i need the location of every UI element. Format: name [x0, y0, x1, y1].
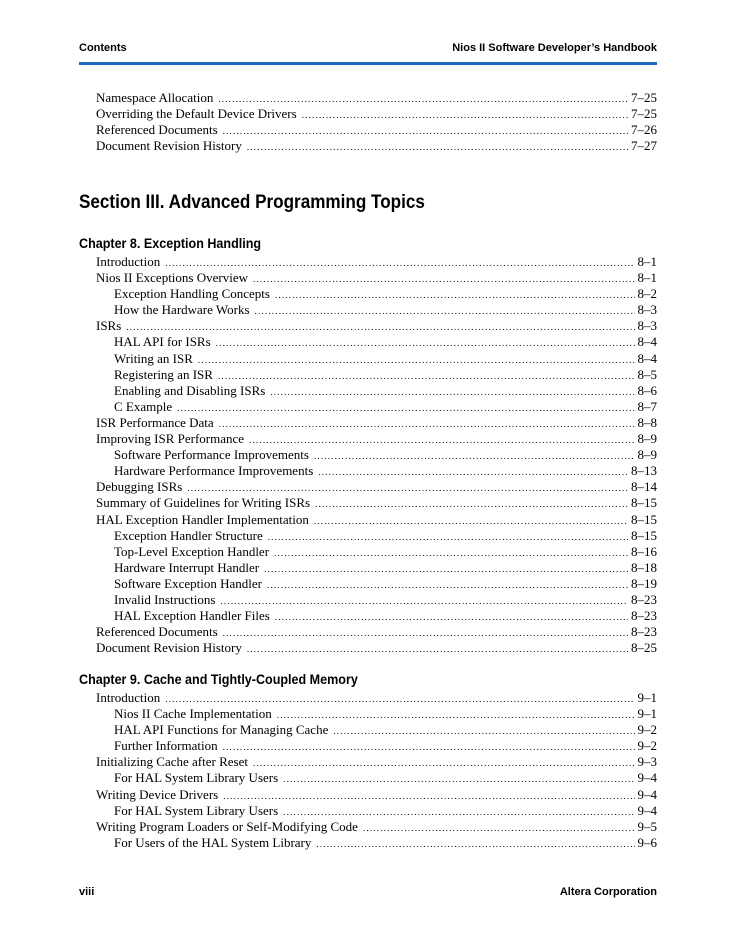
- toc-entry-title: Referenced Documents: [96, 122, 218, 138]
- toc-entry[interactable]: [79, 544, 657, 560]
- toc-entry-title: Document Revision History: [96, 640, 242, 656]
- toc-dot-leader: [275, 287, 635, 303]
- section-title: Section III. Advanced Programming Topics: [79, 192, 425, 213]
- toc-entry-page: 8–15: [631, 527, 657, 543]
- toc-entry-page: 8–25: [631, 640, 657, 656]
- toc-entry-title: How the Hardware Works: [114, 302, 250, 318]
- toc-dot-leader: [267, 577, 628, 593]
- toc-entry[interactable]: [79, 254, 657, 270]
- toc-entry-title: Introduction: [96, 690, 161, 705]
- toc-entry-title: Nios II Cache Implementation: [114, 706, 272, 722]
- toc-dot-leader: [219, 416, 635, 432]
- toc-entry[interactable]: [79, 90, 657, 106]
- toc-entry-title: Writing an ISR: [114, 350, 193, 366]
- toc-entry[interactable]: [79, 770, 657, 786]
- toc-entry-page: 8–23: [631, 591, 657, 607]
- toc-dot-leader: [333, 723, 634, 739]
- toc-entry[interactable]: [79, 819, 657, 835]
- toc-entry[interactable]: [79, 431, 657, 447]
- toc-entry-page: 8–23: [631, 608, 657, 624]
- toc-entry-page: 8–14: [631, 479, 657, 495]
- toc-entry-title: Introduction: [96, 254, 161, 269]
- toc-dot-leader: [177, 400, 634, 416]
- toc-entry-title: Improving ISR Performance: [96, 431, 245, 447]
- toc-entry-page: 9–1: [637, 706, 657, 722]
- toc-entry-title: ISRs: [96, 318, 122, 334]
- toc-dot-leader: [316, 836, 634, 852]
- toc-entry[interactable]: [79, 463, 657, 479]
- toc-entry[interactable]: [79, 302, 657, 318]
- toc-entry-title: Hardware Interrupt Handler: [114, 559, 260, 575]
- toc-entry-title: Hardware Performance Improvements: [114, 463, 314, 479]
- toc-entry-title: Registering an ISR: [114, 366, 213, 382]
- toc-entry-page: 8–1: [637, 270, 657, 286]
- toc-entry[interactable]: [79, 318, 657, 334]
- toc-entry-title: Summary of Guidelines for Writing ISRs: [96, 495, 311, 511]
- toc-entry-title: Enabling and Disabling ISRs: [114, 382, 266, 398]
- toc-entry[interactable]: [79, 592, 657, 608]
- toc-dot-leader: [220, 593, 628, 609]
- toc-entry[interactable]: [79, 122, 657, 138]
- toc-entry-title: Further Information: [114, 738, 218, 754]
- toc-entry-page: 7–25: [631, 106, 657, 122]
- toc-entry-page: 8–9: [637, 431, 657, 447]
- toc-entry[interactable]: [79, 787, 657, 803]
- toc-entry-page: 9–4: [637, 802, 657, 818]
- page-header: [79, 42, 657, 58]
- footer-publisher: Altera Corporation: [559, 886, 657, 898]
- toc-dot-leader: [253, 271, 635, 287]
- chapter-title: Chapter 8. Exception Handling: [79, 236, 262, 251]
- toc-entry-page: 8–2: [637, 286, 657, 302]
- header-section-label: Contents: [79, 42, 127, 54]
- toc-entry-title: For HAL System Library Users: [114, 802, 279, 818]
- toc-entry-title: C Example: [114, 398, 173, 414]
- toc-entry-page: 8–18: [631, 559, 657, 575]
- toc-entry-page: 9–3: [637, 754, 657, 770]
- toc-entry-page: 8–4: [637, 334, 657, 350]
- toc-dot-leader: [218, 91, 628, 107]
- toc-entry[interactable]: [79, 399, 657, 415]
- toc-entry[interactable]: [79, 286, 657, 302]
- toc-dot-leader: [223, 123, 628, 139]
- toc-entry[interactable]: [79, 495, 657, 511]
- toc-entry-title: Nios II Exceptions Overview: [96, 270, 248, 286]
- toc-entry-title: For Users of the HAL System Library: [114, 834, 312, 850]
- toc-entry-page: 8–16: [631, 543, 657, 559]
- chapter-title: Chapter 9. Cache and Tightly-Coupled Memory: [79, 672, 358, 687]
- toc-entry-page: 9–2: [637, 722, 657, 738]
- toc-entry-page: 8–13: [631, 463, 657, 479]
- toc-dot-leader: [302, 107, 628, 123]
- toc-entry[interactable]: [79, 138, 657, 154]
- toc-entry-title: Software Exception Handler: [114, 575, 263, 591]
- toc-dot-leader: [187, 480, 628, 496]
- toc-entry[interactable]: [79, 270, 657, 286]
- toc-entry-title: Namespace Allocation: [96, 90, 214, 105]
- toc-entry[interactable]: [79, 367, 657, 383]
- toc-entry[interactable]: [79, 512, 657, 528]
- toc-entry[interactable]: [79, 722, 657, 738]
- header-rule: [79, 62, 657, 65]
- toc-previous-entries: [79, 90, 657, 154]
- toc-dot-leader: [274, 545, 628, 561]
- toc-dot-leader: [223, 788, 634, 804]
- toc-dot-leader: [223, 739, 635, 755]
- toc-dot-leader: [275, 609, 628, 625]
- toc-dot-leader: [264, 561, 628, 577]
- toc-entry-page: 8–3: [637, 318, 657, 334]
- toc-entry[interactable]: [79, 624, 657, 640]
- toc-entry-page: 7–27: [631, 138, 657, 154]
- toc-entry[interactable]: [79, 415, 657, 431]
- toc-dot-leader: [314, 448, 635, 464]
- toc-entry[interactable]: [79, 835, 657, 851]
- toc-dot-leader: [268, 529, 628, 545]
- toc-entry[interactable]: [79, 479, 657, 495]
- toc-dot-leader: [249, 432, 634, 448]
- toc-entry-title: Exception Handler Structure: [114, 527, 263, 543]
- toc-entry-page: 9–4: [637, 770, 657, 786]
- toc-entry-title: HAL Exception Handler Files: [114, 608, 270, 624]
- toc-entry-page: 8–6: [637, 382, 657, 398]
- toc-entry-title: HAL API for ISRs: [114, 334, 211, 350]
- toc-entry-title: Referenced Documents: [96, 624, 218, 640]
- toc-chapter-8: [79, 234, 657, 656]
- toc-dot-leader: [126, 319, 634, 335]
- toc-entry-page: 8–15: [631, 511, 657, 527]
- toc-entry-page: 9–2: [637, 738, 657, 754]
- toc-entry[interactable]: [79, 383, 657, 399]
- toc-entry-title: Initializing Cache after Reset: [96, 754, 248, 770]
- toc-dot-leader: [216, 335, 635, 351]
- toc-dot-leader: [218, 368, 635, 384]
- toc-dot-leader: [165, 691, 634, 707]
- toc-entry-page: 9–6: [637, 834, 657, 850]
- toc-entry-page: 8–23: [631, 624, 657, 640]
- toc-dot-leader: [283, 771, 634, 787]
- toc-entry[interactable]: [79, 608, 657, 624]
- toc-entry-page: 8–1: [637, 254, 657, 269]
- toc-dot-leader: [255, 303, 635, 319]
- toc-entry[interactable]: [79, 706, 657, 722]
- toc-entry-title: Invalid Instructions: [114, 591, 216, 607]
- toc-entry-page: 9–4: [637, 786, 657, 802]
- toc-entry[interactable]: [79, 334, 657, 350]
- toc-entry-title: Writing Program Loaders or Self-Modifying Code: [96, 818, 358, 834]
- toc-entry-page: 8–4: [637, 350, 657, 366]
- toc-dot-leader: [247, 139, 628, 155]
- toc-entry-page: 7–25: [631, 90, 657, 105]
- toc-dot-leader: [315, 496, 628, 512]
- toc-dot-leader: [247, 641, 628, 657]
- toc-dot-leader: [198, 352, 635, 368]
- toc-entry-page: 8–9: [637, 447, 657, 463]
- toc-entry-title: HAL Exception Handler Implementation: [96, 511, 309, 527]
- toc-chapter-9: [79, 670, 657, 851]
- toc-entry-title: Writing Device Drivers: [96, 786, 219, 802]
- toc-entry-title: Debugging ISRs: [96, 479, 183, 495]
- toc-dot-leader: [363, 820, 635, 836]
- toc-entry-page: 8–3: [637, 302, 657, 318]
- toc-entry[interactable]: [79, 803, 657, 819]
- toc-entry[interactable]: [79, 351, 657, 367]
- toc-entry[interactable]: [79, 560, 657, 576]
- toc-entry[interactable]: [79, 106, 657, 122]
- toc-entry-title: HAL API Functions for Managing Cache: [114, 722, 329, 738]
- header-book-title: Nios II Software Developer’s Handbook: [452, 42, 657, 54]
- toc-entry-title: Document Revision History: [96, 138, 242, 154]
- toc-entry-title: Software Performance Improvements: [114, 447, 309, 463]
- toc-entry-page: 8–15: [631, 495, 657, 511]
- toc-dot-leader: [318, 464, 628, 480]
- toc-dot-leader: [283, 804, 634, 820]
- toc-dot-leader: [277, 707, 635, 723]
- toc-entry[interactable]: [79, 576, 657, 592]
- toc-entry-page: 8–19: [631, 575, 657, 591]
- toc-dot-leader: [314, 513, 628, 529]
- toc-entry-page: 9–1: [637, 690, 657, 705]
- toc-entry-page: 8–8: [637, 414, 657, 430]
- toc-entry-page: 8–7: [637, 398, 657, 414]
- toc-entry-title: ISR Performance Data: [96, 414, 214, 430]
- toc-entry[interactable]: [79, 690, 657, 706]
- toc-entry[interactable]: [79, 528, 657, 544]
- toc-entry[interactable]: [79, 738, 657, 754]
- page-footer: [79, 886, 657, 902]
- toc-dot-leader: [253, 755, 635, 771]
- toc-entry[interactable]: [79, 447, 657, 463]
- toc-entry[interactable]: [79, 640, 657, 656]
- toc-entry-title: Exception Handling Concepts: [114, 286, 270, 302]
- toc-entry-title: Overriding the Default Device Drivers: [96, 106, 297, 122]
- toc-entry-page: 8–5: [637, 366, 657, 382]
- toc-entry-title: For HAL System Library Users: [114, 770, 279, 786]
- toc-entry-page: 9–5: [637, 818, 657, 834]
- toc-dot-leader: [165, 255, 634, 271]
- toc-dot-leader: [223, 625, 628, 641]
- footer-page-number: viii: [79, 886, 95, 898]
- toc-dot-leader: [270, 384, 634, 400]
- toc-entry[interactable]: [79, 754, 657, 770]
- toc-entry-page: 7–26: [631, 122, 657, 138]
- toc-entry-title: Top-Level Exception Handler: [114, 543, 270, 559]
